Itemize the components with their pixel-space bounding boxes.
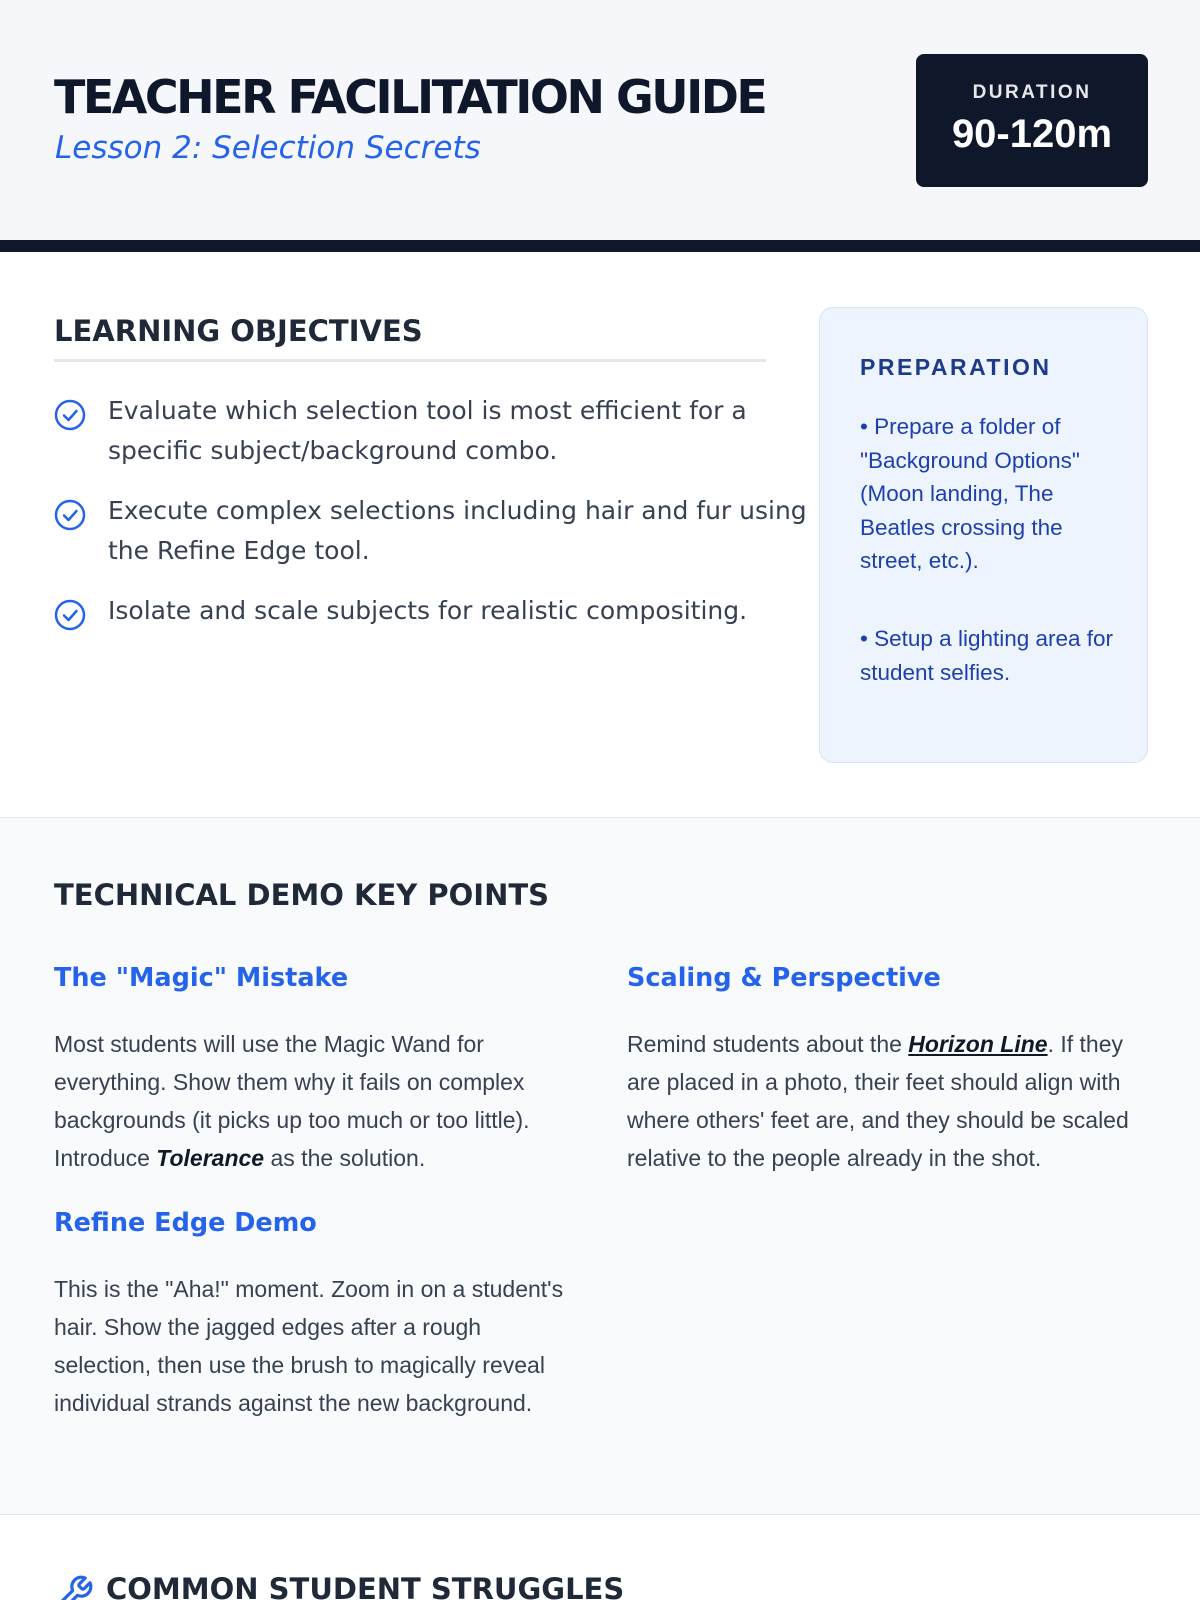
check-circle-icon bbox=[54, 399, 86, 431]
tolerance-emphasis: Tolerance bbox=[156, 1145, 265, 1171]
preparation-title: PREPARATION bbox=[860, 354, 1052, 380]
section-underline bbox=[54, 359, 766, 362]
page-header bbox=[0, 0, 1200, 240]
page-title: TEACHER FACILITATION GUIDE bbox=[54, 70, 766, 124]
scaling-perspective-text: Remind students about the Horizon Line. If they are placed in a photo, their feet should align with where others' feet are, and they should be scaled relative to the people already in the shot. bbox=[627, 1031, 1129, 1171]
check-circle-icon bbox=[54, 599, 86, 631]
scaling-perspective-title: Scaling & Perspective bbox=[627, 963, 941, 993]
objective-text: Execute complex selections including hair and fur using the Refine Edge tool. bbox=[108, 496, 807, 565]
duration-badge bbox=[916, 54, 1148, 187]
objective-text: Evaluate which selection tool is most efficient for a specific subject/background combo. bbox=[108, 396, 747, 465]
header-divider bbox=[0, 240, 1200, 252]
common-struggles-heading: COMMON STUDENT STRUGGLES bbox=[106, 1572, 625, 1600]
learning-objectives-heading: LEARNING OBJECTIVES bbox=[54, 314, 423, 348]
duration-value: 90-120m bbox=[951, 112, 1113, 156]
duration-label: DURATION bbox=[972, 82, 1092, 103]
preparation-card bbox=[819, 307, 1148, 763]
lesson-subtitle: Lesson 2: Selection Secrets bbox=[55, 130, 481, 166]
refine-edge-text: This is the "Aha!" moment. Zoom in on a student's hair. Show the jagged edges after a rough selection, then use the brush to magically reveal individual strands against the new background. bbox=[54, 1276, 564, 1416]
preparation-item: • Setup a lighting area for student selfies. bbox=[860, 626, 1114, 685]
refine-edge-title: Refine Edge Demo bbox=[54, 1208, 317, 1238]
check-circle-icon bbox=[54, 499, 86, 531]
magic-mistake-title: The "Magic" Mistake bbox=[54, 963, 349, 993]
technical-demo-heading: TECHNICAL DEMO KEY POINTS bbox=[54, 878, 550, 912]
preparation-item: • Prepare a folder of "Background Options" (Moon landing, The Beatles crossing the street, etc.). bbox=[860, 414, 1080, 573]
objective-text: Isolate and scale subjects for realistic compositing. bbox=[108, 596, 748, 625]
magic-mistake-text: Most students will use the Magic Wand for everything. Show them why it fails on complex backgrounds (it picks up too much or too little). Introduce Tolerance as the solution. bbox=[54, 1031, 530, 1171]
wrench-icon bbox=[56, 1574, 94, 1600]
horizon-line-emphasis: Horizon Line bbox=[908, 1031, 1048, 1057]
